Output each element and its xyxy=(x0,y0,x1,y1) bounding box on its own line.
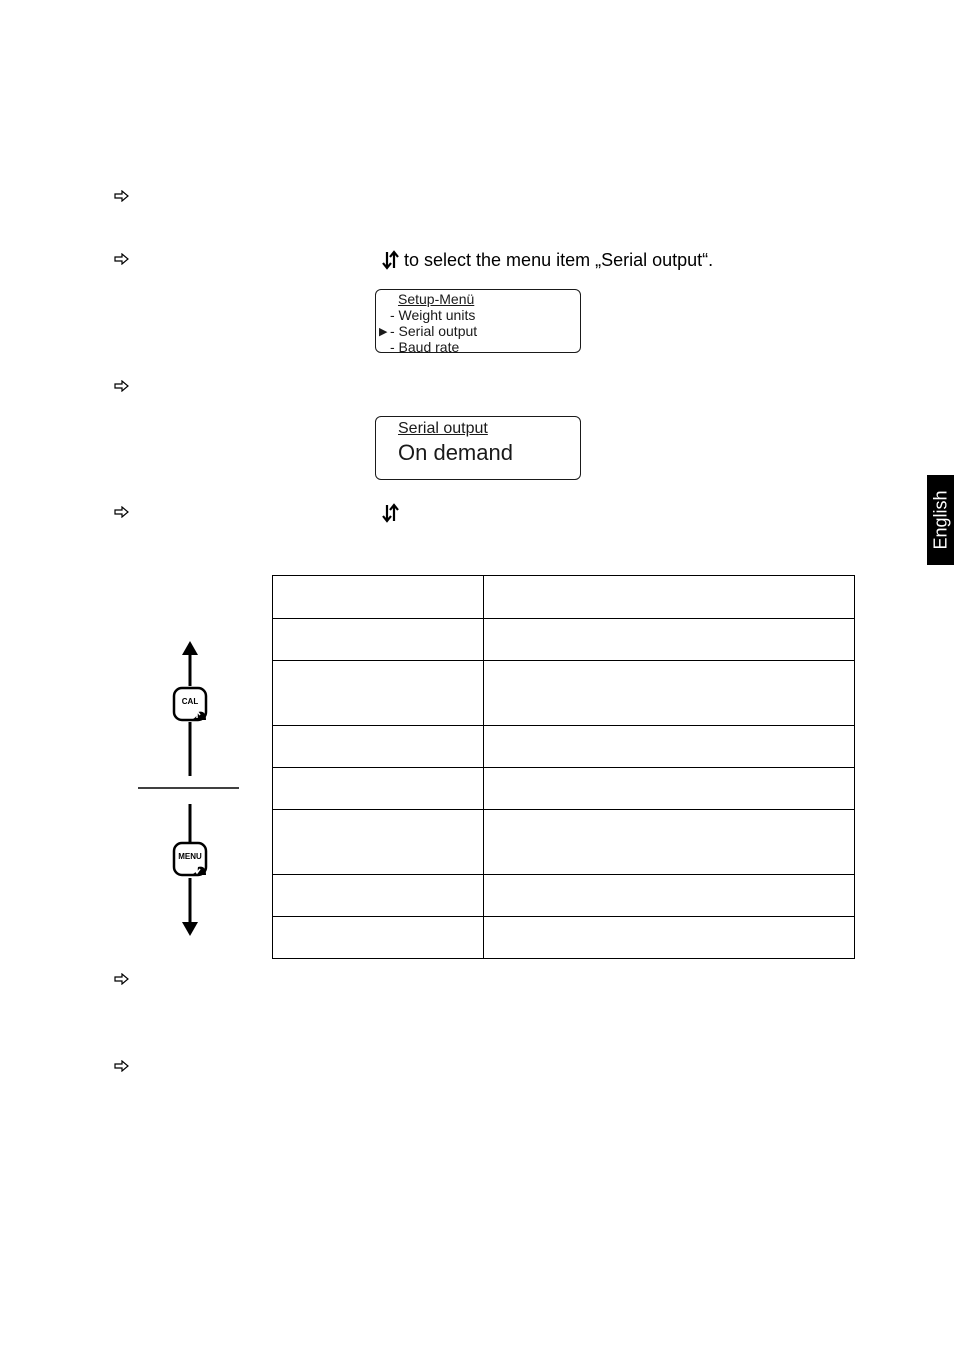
cal-key-icon xyxy=(174,688,206,720)
table-row xyxy=(273,576,855,619)
key-navigation-diagram xyxy=(136,638,242,940)
table-cell xyxy=(273,619,484,661)
table-row xyxy=(273,726,855,768)
table-row xyxy=(273,917,855,959)
table-row xyxy=(273,768,855,810)
table-cell xyxy=(484,726,855,768)
up-down-arrows-icon xyxy=(382,503,400,523)
setup-menu-display xyxy=(375,289,581,353)
table-row xyxy=(273,619,855,661)
step-text: to select the menu item „Serial output“. xyxy=(404,250,714,270)
table-cell xyxy=(273,810,484,875)
display-title: Serial output xyxy=(398,420,488,437)
step-bullet-arrow-icon xyxy=(114,1060,130,1072)
table-cell xyxy=(273,576,484,619)
display-title: Setup-Menü xyxy=(398,291,475,307)
serial-output-options-table xyxy=(272,575,855,959)
table-cell xyxy=(484,875,855,917)
table-cell xyxy=(484,917,855,959)
table-cell xyxy=(484,661,855,726)
table-cell xyxy=(484,768,855,810)
language-tab xyxy=(927,475,954,565)
step-bullet-arrow-icon xyxy=(114,973,130,985)
table-row xyxy=(273,875,855,917)
menu-key-icon xyxy=(174,843,206,875)
cal-key-label: CAL xyxy=(181,697,199,706)
up-down-arrows-icon xyxy=(382,250,400,270)
serial-output-display xyxy=(375,416,581,480)
language-tab-label: English xyxy=(930,490,950,550)
menu-item-baud-rate: - Baud rate xyxy=(390,339,460,355)
menu-cursor-icon: ▶ xyxy=(379,326,388,338)
step-bullet-arrow-icon xyxy=(114,253,130,265)
table-cell xyxy=(273,875,484,917)
menu-item-weight-units: - Weight units xyxy=(390,307,476,323)
display-value: On demand xyxy=(398,440,513,465)
table-cell xyxy=(273,726,484,768)
menu-key-label: MENU xyxy=(178,852,202,861)
table-cell xyxy=(273,768,484,810)
table-cell xyxy=(273,661,484,726)
table-row xyxy=(273,810,855,875)
table-cell xyxy=(484,619,855,661)
step-bullet-arrow-icon xyxy=(114,190,130,202)
table-cell xyxy=(484,576,855,619)
menu-item-serial-output: - Serial output xyxy=(390,323,478,339)
table-cell xyxy=(273,917,484,959)
table-row xyxy=(273,661,855,726)
step-bullet-arrow-icon xyxy=(114,380,130,392)
table-cell xyxy=(484,810,855,875)
step-bullet-arrow-icon xyxy=(114,506,130,518)
up-arrow-icon xyxy=(182,641,198,686)
down-arrow-icon xyxy=(182,878,198,936)
